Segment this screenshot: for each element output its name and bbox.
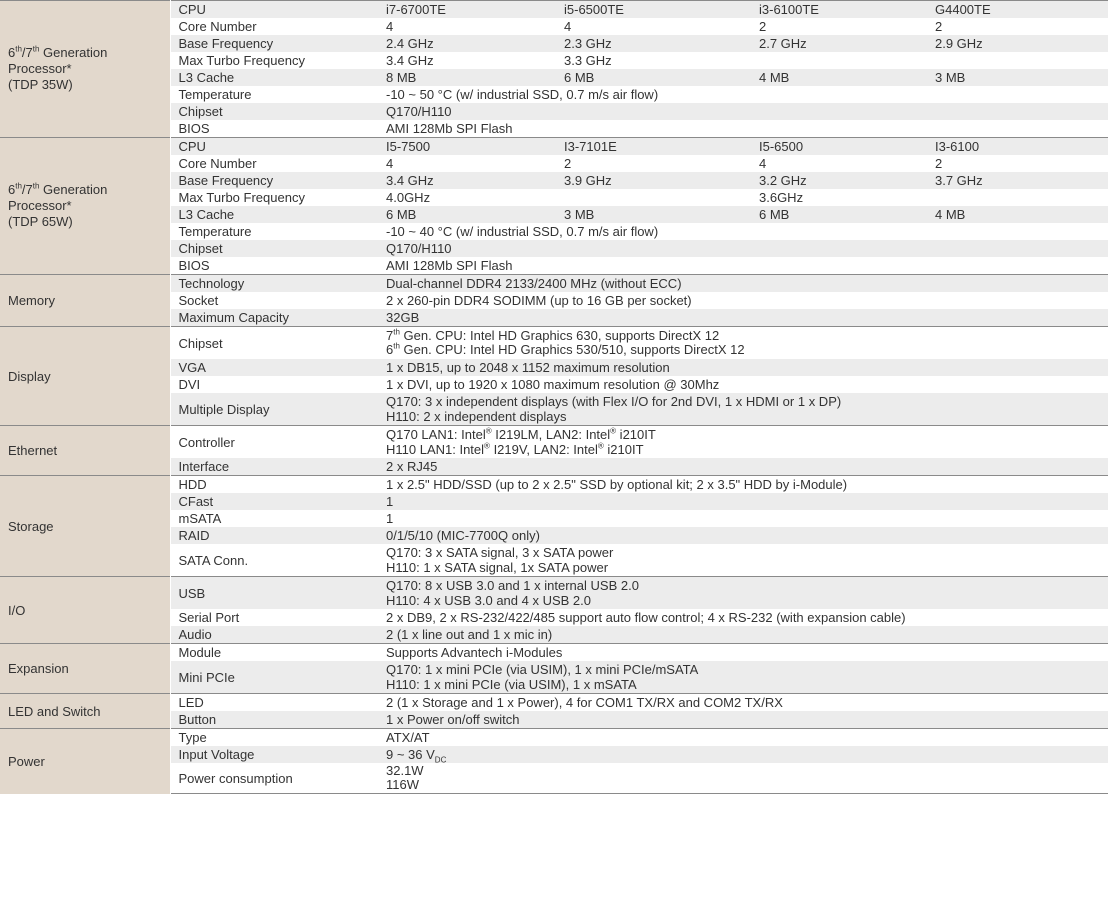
spec-value — [927, 189, 1108, 206]
spec-value: i5-6500TE — [556, 1, 751, 19]
spec-label: Max Turbo Frequency — [170, 189, 378, 206]
spec-value: 2.7 GHz — [751, 35, 927, 52]
spec-label: Maximum Capacity — [170, 309, 378, 327]
spec-label: Module — [170, 644, 378, 662]
category-memory: Memory — [0, 275, 170, 327]
spec-label: BIOS — [170, 257, 378, 275]
spec-value: G4400TE — [927, 1, 1108, 19]
spec-value: ATX/AT — [378, 729, 1108, 747]
spec-value: 4 — [378, 155, 556, 172]
spec-value: AMI 128Mb SPI Flash — [378, 257, 1108, 275]
sata-conn-line-1: Q170: 3 x SATA signal, 3 x SATA power — [386, 545, 614, 560]
spec-label: Power consumption — [170, 763, 378, 794]
spec-value — [378, 661, 1108, 694]
category-led-switch: LED and Switch — [0, 694, 170, 729]
category-line: 6th/7th Generation — [8, 44, 108, 60]
multi-display-line-1: Q170: 3 x independent displays (with Flex I/O for 2nd DVI, 1 x HDMI or 1 x DP) — [386, 394, 842, 409]
spec-value: 3.6GHz — [751, 189, 927, 206]
spec-label: Input Voltage — [170, 746, 378, 763]
spec-label: CPU — [170, 1, 378, 19]
spec-label: Multiple Display — [170, 393, 378, 426]
spec-label: BIOS — [170, 120, 378, 138]
spec-value: 8 MB — [378, 69, 556, 86]
spec-value: 0/1/5/10 (MIC-7700Q only) — [378, 527, 1108, 544]
spec-value: 2 — [927, 155, 1108, 172]
table-row — [0, 694, 1108, 712]
spec-label: Chipset — [170, 327, 378, 360]
spec-value: 1 x DB15, up to 2048 x 1152 maximum resolution — [378, 359, 1108, 376]
mini-pcie-line-2: H110: 1 x mini PCIe (via USIM), 1 x mSATA — [386, 677, 637, 692]
table-row — [0, 426, 1108, 459]
multi-display-line-2: H110: 2 x independent displays — [386, 409, 567, 424]
spec-label: SATA Conn. — [170, 544, 378, 577]
spec-label: Audio — [170, 626, 378, 644]
spec-value: 4 — [378, 18, 556, 35]
category-line: Processor* — [8, 198, 72, 213]
spec-label: Max Turbo Frequency — [170, 52, 378, 69]
display-chipset-line-1: 7th Gen. CPU: Intel HD Graphics 630, supports DirectX 12 — [386, 327, 720, 343]
spec-value: 3.2 GHz — [751, 172, 927, 189]
category-processor-65w — [0, 138, 170, 275]
spec-value: I5-7500 — [378, 138, 556, 156]
table-row — [0, 729, 1108, 747]
spec-value: 3 MB — [556, 206, 751, 223]
spec-value: 6 MB — [751, 206, 927, 223]
table-row — [0, 1, 1108, 19]
spec-label: Base Frequency — [170, 172, 378, 189]
spec-label: HDD — [170, 476, 378, 494]
spec-label: Serial Port — [170, 609, 378, 626]
spec-value — [378, 577, 1108, 610]
power-consumption-line-1: 32.1W — [386, 763, 424, 778]
spec-value: I3-7101E — [556, 138, 751, 156]
spec-label: RAID — [170, 527, 378, 544]
spec-value — [378, 327, 1108, 360]
spec-value: 2 x DB9, 2 x RS-232/422/485 support auto flow control; 4 x RS-232 (with expansion cable) — [378, 609, 1108, 626]
spec-value: 4 MB — [751, 69, 927, 86]
spec-value: I3-6100 — [927, 138, 1108, 156]
spec-label: mSATA — [170, 510, 378, 527]
spec-value — [378, 544, 1108, 577]
spec-label: CFast — [170, 493, 378, 510]
category-storage: Storage — [0, 476, 170, 577]
spec-value: 4 — [751, 155, 927, 172]
spec-value: AMI 128Mb SPI Flash — [378, 120, 1108, 138]
spec-value: 2.4 GHz — [378, 35, 556, 52]
spec-label: Controller — [170, 426, 378, 459]
spec-label: Temperature — [170, 86, 378, 103]
spec-value: 1 x DVI, up to 1920 x 1080 maximum resolution @ 30Mhz — [378, 376, 1108, 393]
spec-label: Interface — [170, 458, 378, 476]
table-row — [0, 577, 1108, 610]
spec-label: Base Frequency — [170, 35, 378, 52]
spec-value: 1 — [378, 510, 1108, 527]
spec-label: L3 Cache — [170, 206, 378, 223]
spec-label: Core Number — [170, 18, 378, 35]
spec-label: Socket — [170, 292, 378, 309]
category-line: (TDP 35W) — [8, 77, 73, 92]
category-processor-35w — [0, 1, 170, 138]
spec-value: 32GB — [378, 309, 1108, 327]
spec-label: L3 Cache — [170, 69, 378, 86]
spec-value: 1 — [378, 493, 1108, 510]
spec-label: Core Number — [170, 155, 378, 172]
category-expansion: Expansion — [0, 644, 170, 694]
sata-conn-line-2: H110: 1 x SATA signal, 1x SATA power — [386, 560, 609, 575]
spec-value: 6 MB — [556, 69, 751, 86]
spec-value: 2.9 GHz — [927, 35, 1108, 52]
spec-value: 2 — [927, 18, 1108, 35]
spec-value: 2 — [751, 18, 927, 35]
spec-value: -10 ~ 40 °C (w/ industrial SSD, 0.7 m/s air flow) — [378, 223, 1108, 240]
spec-label: Chipset — [170, 240, 378, 257]
spec-value: i3-6100TE — [751, 1, 927, 19]
category-display: Display — [0, 327, 170, 426]
spec-label: Button — [170, 711, 378, 729]
spec-value: Supports Advantech i-Modules — [378, 644, 1108, 662]
table-row — [0, 644, 1108, 662]
spec-label: DVI — [170, 376, 378, 393]
spec-value: 2 x RJ45 — [378, 458, 1108, 476]
spec-value: 4 MB — [927, 206, 1108, 223]
table-row — [0, 275, 1108, 293]
spec-value: 4 — [556, 18, 751, 35]
spec-value: Q170/H110 — [378, 240, 1108, 257]
spec-value: I5-6500 — [751, 138, 927, 156]
spec-label: LED — [170, 694, 378, 712]
spec-value: Q170/H110 — [378, 103, 1108, 120]
spec-label: Chipset — [170, 103, 378, 120]
table-row — [0, 476, 1108, 494]
spec-value — [378, 763, 1108, 794]
spec-label: CPU — [170, 138, 378, 156]
table-row — [0, 327, 1108, 360]
category-line: 6th/7th Generation — [8, 181, 108, 197]
usb-line-1: Q170: 8 x USB 3.0 and 1 x internal USB 2.0 — [386, 578, 639, 593]
category-power: Power — [0, 729, 170, 794]
spec-value: 2 (1 x Storage and 1 x Power), 4 for COM1 TX/RX and COM2 TX/RX — [378, 694, 1108, 712]
spec-value: 3 MB — [927, 69, 1108, 86]
spec-value: 3.3 GHz — [556, 52, 751, 69]
spec-value — [751, 52, 927, 69]
spec-value — [556, 189, 751, 206]
category-ethernet: Ethernet — [0, 426, 170, 476]
spec-label: Temperature — [170, 223, 378, 240]
spec-label: USB — [170, 577, 378, 610]
spec-value: 1 x Power on/off switch — [378, 711, 1108, 729]
usb-line-2: H110: 4 x USB 3.0 and 4 x USB 2.0 — [386, 593, 591, 608]
spec-value: 3.9 GHz — [556, 172, 751, 189]
spec-label: Technology — [170, 275, 378, 293]
spec-value: 2.3 GHz — [556, 35, 751, 52]
spec-value: Dual-channel DDR4 2133/2400 MHz (without ECC) — [378, 275, 1108, 293]
category-line: Processor* — [8, 61, 72, 76]
spec-value: 2 x 260-pin DDR4 SODIMM (up to 16 GB per socket) — [378, 292, 1108, 309]
spec-value: 1 x 2.5" HDD/SSD (up to 2 x 2.5" SSD by optional kit; 2 x 3.5" HDD by i-Module) — [378, 476, 1108, 494]
display-chipset-line-2: 6th Gen. CPU: Intel HD Graphics 530/510, supports DirectX 12 — [386, 341, 745, 357]
spec-value: 3.4 GHz — [378, 172, 556, 189]
table-row — [0, 138, 1108, 156]
category-io: I/O — [0, 577, 170, 644]
spec-value — [927, 52, 1108, 69]
power-consumption-line-2: 116W — [386, 777, 419, 792]
spec-value — [378, 426, 1108, 459]
spec-value: 4.0GHz — [378, 189, 556, 206]
spec-label: Mini PCIe — [170, 661, 378, 694]
spec-label: Type — [170, 729, 378, 747]
spec-value: i7-6700TE — [378, 1, 556, 19]
spec-value: 2 (1 x line out and 1 x mic in) — [378, 626, 1108, 644]
spec-label: VGA — [170, 359, 378, 376]
spec-value: 3.4 GHz — [378, 52, 556, 69]
spec-value: 3.7 GHz — [927, 172, 1108, 189]
spec-value: -10 ~ 50 °C (w/ industrial SSD, 0.7 m/s air flow) — [378, 86, 1108, 103]
ethernet-controller-line-1: Q170 LAN1: Intel® I219LM, LAN2: Intel® i210IT — [386, 426, 656, 442]
spec-value: 2 — [556, 155, 751, 172]
category-line: (TDP 65W) — [8, 214, 73, 229]
spec-value — [378, 393, 1108, 426]
spec-value: 9 ~ 36 $V_{DC}$ — [378, 746, 1108, 763]
spec-value: 6 MB — [378, 206, 556, 223]
mini-pcie-line-1: Q170: 1 x mini PCIe (via USIM), 1 x mini PCIe/mSATA — [386, 662, 699, 677]
ethernet-controller-line-2: H110 LAN1: Intel® I219V, LAN2: Intel® i210IT — [386, 441, 644, 457]
